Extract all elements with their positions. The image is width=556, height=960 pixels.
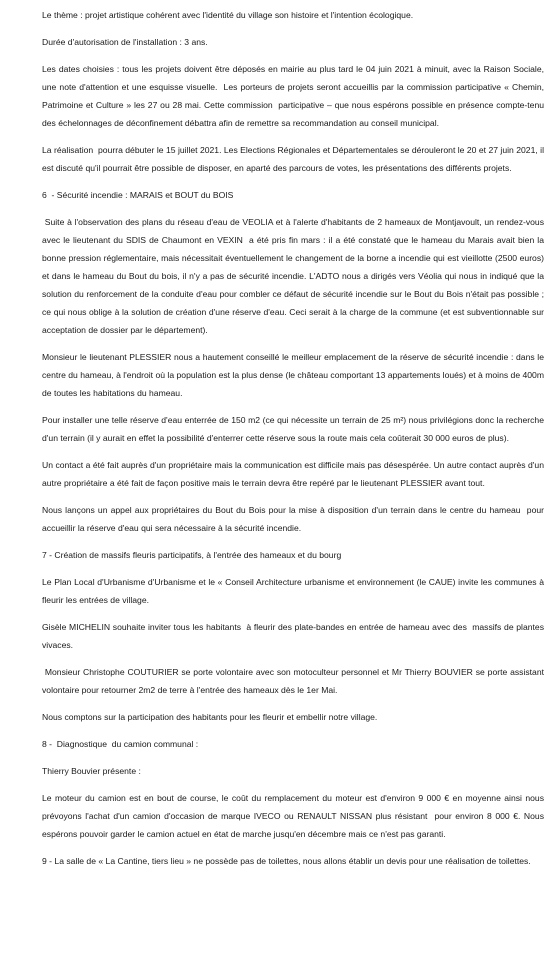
section-heading-7: 7 - Création de massifs fleuris participatifs, à l'entrée des hameaux et du bourg <box>42 550 342 560</box>
paragraph-michelin: Gisèle MICHELIN souhaite inviter tous les habitants à fleurir des plate-bandes en entrée de hameau avec des massifs de plantes vivaces. <box>42 622 547 650</box>
paragraph-veolia: Suite à l'observation des plans du réseau d'eau de VEOLIA et à l'alerte d'habitants de 2 hameaux de Montjavoult, un rendez-vous avec le lieutenant du SDIS de Chaumont en VEXIN a été pris fin mars : il a été constaté que le hameau du Marais avait bien la bonne pression réglementaire, mais nécessitait éventuellement le changement de la borne a incendie qui est vieillotte (2500 euros) et dans le hameau du Bout du bois, il n'y a pas de sécurité incendie. L'ADTO nous a dirigés vers Véolia qui nous in indiqué que la solution du renforcement de la conduite d'eau pour combler ce défaut de sécurité incendie sur le Bout du Bois n'était pas possible ; ce qui nous oblige à la solution de création d'une réserve d'eau. Ceci serait à la charge de la commune (et est subventionnable sur acceptation de dossier par le département). <box>42 217 547 335</box>
paragraph-realisation: La réalisation pourra débuter le 15 juillet 2021. Les Elections Régionales et Départementales se dérouleront le 20 et 27 juin 2021, il est discuté qu'il pourrait être possible de disposer, en aparté des parcours de votes, les présentations des différents projets. <box>42 145 547 173</box>
paragraph-plu: Le Plan Local d'Urbanisme d'Urbanisme et le « Conseil Architecture urbanisme et environnement (le CAUE) invite les communes à fleurir les entrées de village. <box>42 577 547 605</box>
paragraph-theme: Le thème : projet artistique cohérent avec l'identité du village son histoire et l'intention écologique. <box>42 10 414 20</box>
paragraph-bouvier: Thierry Bouvier présente : <box>42 766 141 776</box>
paragraph-camion: Le moteur du camion est en bout de course, le coût du remplacement du moteur est d'environ 9 000 € en moyenne ainsi nous prévoyons l'achat d'un camion d'occasion de marque IVECO ou RENAULT NISSAN plus résistant pour environ 8 000 €. Nous espérons pouvoir garder le camion actuel en état de marche jusqu'en décembre mais ce n'est pas garanti. <box>42 793 547 839</box>
paragraph-reserve: Pour installer une telle réserve d'eau enterrée de 150 m2 (ce qui nécessite un terrain de 25 m²) nous privilégions donc la recherche d'un terrain (il y aurait en effet la possibilité d'enterrer cette réserve sous la route mais cela coûterait 30 000 euros de plus). <box>42 415 547 443</box>
paragraph-contact: Un contact a été fait auprès d'un propriétaire mais la communication est difficile mais pas désespérée. Un autre contact auprès d'un autre propriétaire a été fait de façon positive mais le terrain devra être repéré par le lieutenant PLESSIER avant tout. <box>42 460 547 488</box>
paragraph-plessier: Monsieur le lieutenant PLESSIER nous a hautement conseillé le meilleur emplacement de la réserve de sécurité incendie : dans le centre du hameau, à l'endroit où la population est la plus dense (le château comportant 13 appartements loués) et à moins de 400m de toutes les habitations du hameau. <box>42 352 547 398</box>
paragraph-appel: Nous lançons un appel aux propriétaires du Bout du Bois pour la mise à disposition d'un terrain dans le centre du hameau pour accueillir la réserve d'eau qui sera nécessaire à la sécurité incendie. <box>42 505 547 533</box>
paragraph-dates: Les dates choisies : tous les projets doivent être déposés en mairie au plus tard le 04 juin 2021 à minuit, avec la Raison Sociale, une note d'attention et une esquisse visuelle. Les porteurs de projets seront accueillis par la commission participative « Chemin, Patrimoine et Culture » les 27 ou 28 mai. Cette commission participative – que nous espérons possible en présence compte-tenu des échelonnages de déconfinement débattra afin de remettre sa recommandation au conseil municipal. <box>42 64 547 128</box>
paragraph-participation: Nous comptons sur la participation des habitants pour les fleurir et embellir notre village. <box>42 712 378 722</box>
paragraph-duration: Durée d'autorisation de l'installation : 3 ans. <box>42 37 208 47</box>
section-heading-6: 6 - Sécurité incendie : MARAIS et BOUT du BOIS <box>42 190 234 200</box>
paragraph-couturier: Monsieur Christophe COUTURIER se porte volontaire avec son motoculteur personnel et Mr Thierry BOUVIER se porte assistant volontaire pour retourner 2m2 de terre à l'entrée des hameaux dès le 1er Mai. <box>42 667 547 695</box>
section-heading-9: 9 - La salle de « La Cantine, tiers lieu » ne possède pas de toilettes, nous allons établir un devis pour une réalisation de toilettes. <box>42 856 531 866</box>
section-heading-8: 8 - Diagnostique du camion communal : <box>42 739 199 749</box>
